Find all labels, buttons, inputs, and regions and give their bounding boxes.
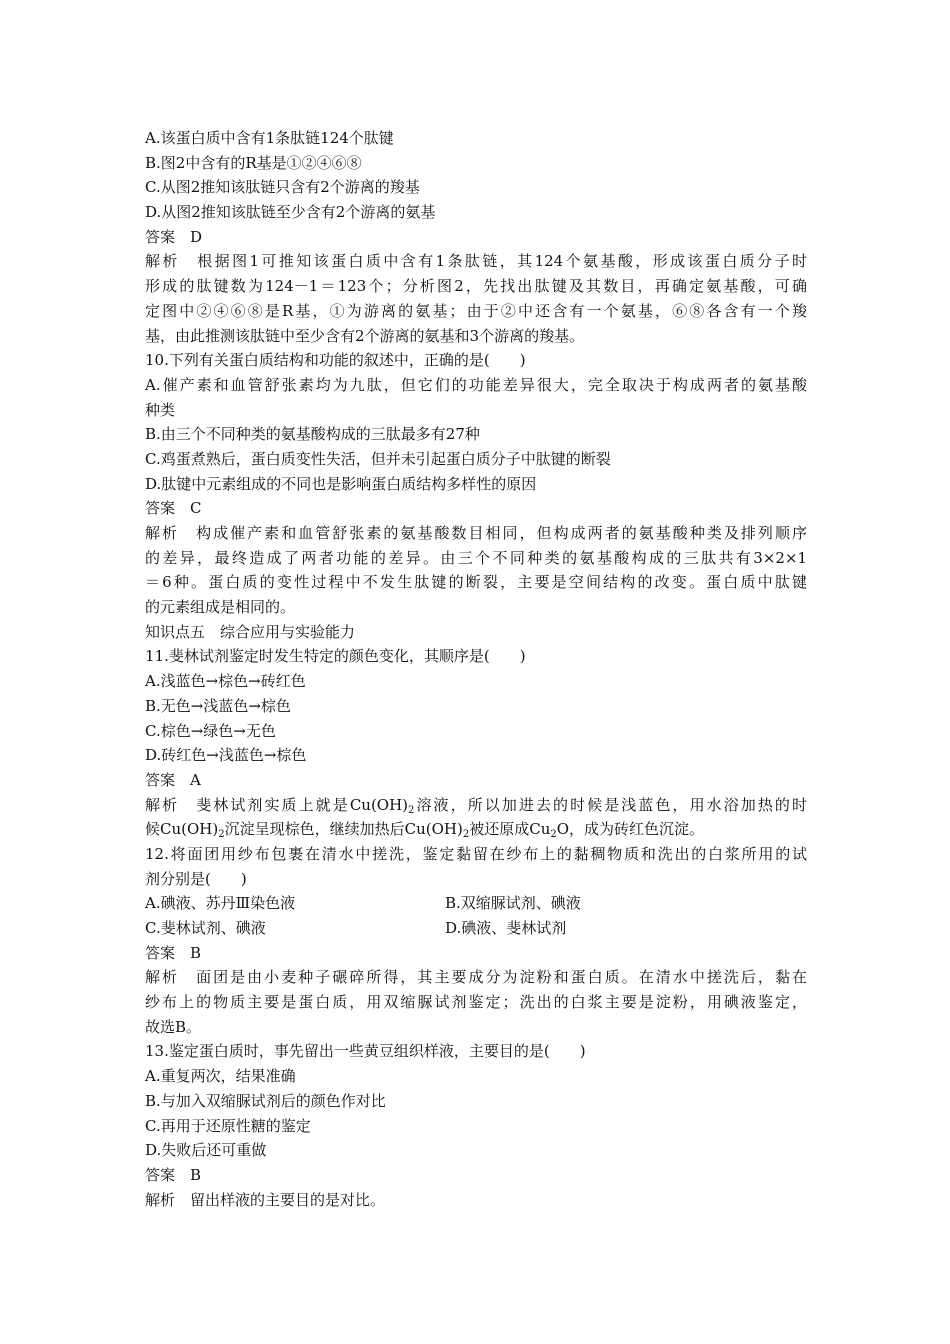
q9-option-c: C.从图2推知该肽链只含有2个游离的羧基 — [145, 178, 420, 197]
q13-answer: 答案 B — [145, 1165, 202, 1184]
q10-analysis-line: ＝6种。蛋白质的变性过程中不发生肽键的断裂，主要是空间结构的改变。蛋白质中肽键 — [145, 573, 807, 592]
q11-option-d: D.砖红色→浅蓝色→棕色 — [145, 746, 307, 765]
q10-answer: 答案 C — [145, 499, 202, 518]
q12-analysis-line: 解析 面团是由小麦种子碾碎所得，其主要成分为淀粉和蛋白质。在清水中搓洗后，黏在 — [145, 968, 807, 987]
q12-analysis-line: 纱布上的物质主要是蛋白质，用双缩脲试剂鉴定；洗出的白浆主要是淀粉，用碘液鉴定， — [145, 993, 807, 1012]
q9-analysis-line: 定图中②④⑥⑧是R基，①为游离的氨基；由于②中还含有一个氨基，⑥⑧各含有一个羧 — [145, 301, 807, 320]
q12-stem: 12.将面团用纱布包裹在清水中搓洗，鉴定黏留在纱布上的黏稠物质和洗出的白浆所用的试 — [145, 844, 807, 863]
q13-option-c: C.再用于还原性糖的鉴定 — [145, 1116, 311, 1135]
q9-analysis-line: 形成的肽键数为124－1＝123个；分析图2，先找出肽键及其数目，再确定氨基酸，可确 — [145, 277, 807, 296]
q9-option-b: B.图2中含有的R基是①②④⑥⑧ — [145, 153, 362, 172]
q12-options-row — [145, 916, 807, 941]
q11-stem: 11.斐林试剂鉴定时发生特定的颜色变化，其顺序是( ) — [145, 647, 526, 666]
q12-option-b: B.双缩脲试剂、碘液 — [445, 894, 581, 913]
q9-analysis-line: 基，由此推测该肽链中至少含有2个游离的氨基和3个游离的羧基。 — [145, 326, 585, 345]
q12-option-a: A.碘液、苏丹Ⅲ染色液 — [145, 894, 296, 913]
q10-analysis-line: 的差异，最终造成了两者功能的差异。由三个不同种类的氨基酸构成的三肽共有3×2×1 — [145, 548, 807, 567]
q10-option-d: D.肽键中元素组成的不同也是影响蛋白质结构多样性的原因 — [145, 474, 537, 493]
q11-analysis-line: 解析 斐林试剂实质上就是$Cu(OH)_2$溶液，所以加进去的时候是浅蓝色，用水浴加热的时 — [145, 795, 807, 816]
q10-option-c: C.鸡蛋煮熟后，蛋白质变性失活，但并未引起蛋白质分子中肽键的断裂 — [145, 449, 611, 468]
q12-stem-cont: 剂分别是( ) — [145, 869, 247, 888]
q13-stem: 13.鉴定蛋白质时，事先留出一些黄豆组织样液，主要目的是( ) — [145, 1042, 586, 1061]
q13-analysis: 解析 留出样液的主要目的是对比。 — [145, 1190, 386, 1209]
q12-option-d: D.碘液、斐林试剂 — [445, 919, 567, 937]
q13-option-a: A.重复两次，结果准确 — [145, 1067, 296, 1086]
q11-answer: 答案 A — [145, 770, 201, 789]
q10-option-a: A.催产素和血管舒张素均为九肽，但它们的功能差异很大，完全取决于构成两者的氨基酸 — [145, 375, 807, 394]
q13-option-b: B.与加入双缩脲试剂后的颜色作对比 — [145, 1091, 386, 1110]
q9-answer: 答案 D — [145, 227, 203, 246]
q11-analysis-line: 候$Cu(OH)_2$沉淀呈现棕色，继续加热后$Cu(OH)_2$被还原成$Cu_2O$，成为砖红色沉淀。 — [145, 820, 705, 841]
q12-options-row — [145, 891, 807, 916]
q11-option-c: C.棕色→绿色→无色 — [145, 721, 276, 740]
section-heading: 知识点五 综合应用与实验能力 — [145, 622, 356, 641]
q11-option-a: A.浅蓝色→棕色→砖红色 — [145, 672, 306, 691]
q13-option-d: D.失败后还可重做 — [145, 1141, 267, 1160]
q9-analysis-line: 解析 根据图1可推知该蛋白质中含有1条肽链，其124个氨基酸，形成该蛋白质分子时 — [145, 252, 807, 271]
document-body — [145, 126, 807, 1212]
q10-option-b: B.由三个不同种类的氨基酸构成的三肽最多有27种 — [145, 425, 480, 444]
q10-option-a-cont: 种类 — [145, 400, 176, 419]
q9-option-a: A.该蛋白质中含有1条肽链124个肽键 — [145, 129, 394, 147]
q12-answer: 答案 B — [145, 943, 202, 962]
q10-analysis-line: 的元素组成是相同的。 — [145, 598, 296, 617]
q11-option-b: B.无色→浅蓝色→棕色 — [145, 696, 291, 715]
q9-option-d: D.从图2推知该肽链至少含有2个游离的氨基 — [145, 203, 436, 222]
q10-analysis-line: 解析 构成催产素和血管舒张素的氨基酸数目相同，但构成两者的氨基酸种类及排列顺序 — [145, 524, 807, 542]
q12-option-c: C.斐林试剂、碘液 — [145, 919, 266, 937]
q12-analysis-line: 故选B。 — [145, 1017, 202, 1036]
q10-stem: 10.下列有关蛋白质结构和功能的叙述中，正确的是( ) — [145, 351, 526, 370]
